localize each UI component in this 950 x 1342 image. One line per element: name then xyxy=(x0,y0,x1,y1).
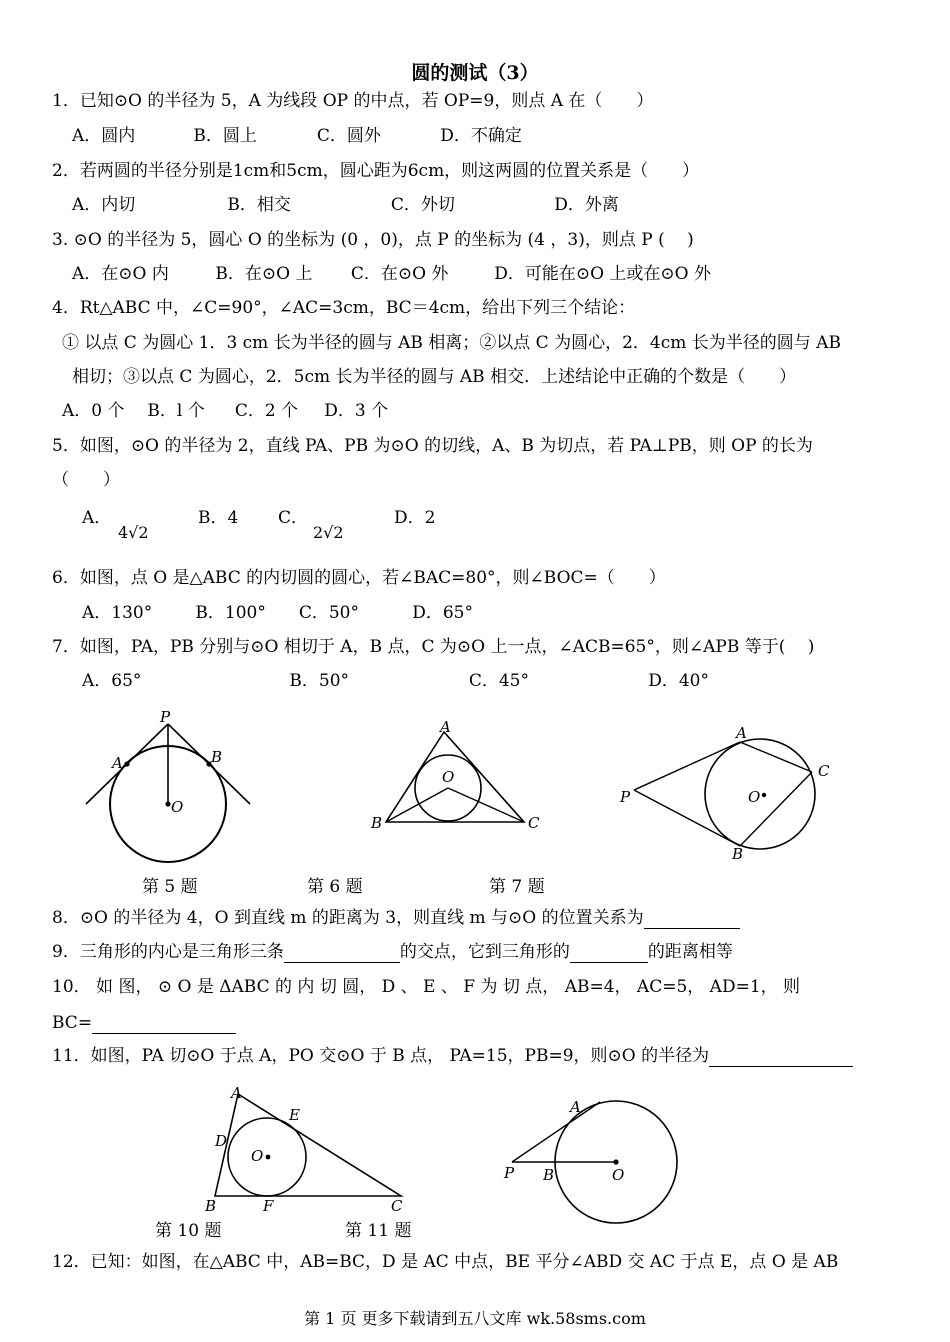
caption-q10: 第 10 题 xyxy=(155,1221,222,1241)
f10-label-f: F xyxy=(263,1197,274,1215)
q4-option-a: A．0 个 xyxy=(62,401,125,421)
q5-sqrt-c: 2√2 xyxy=(313,523,344,542)
f7-pa-tangent xyxy=(634,742,740,790)
f11-label-o: O xyxy=(612,1166,625,1184)
q4-option-b: B．l 个 xyxy=(147,401,205,421)
q6-option-d: D．65° xyxy=(412,603,473,623)
q10-line2 xyxy=(52,1012,236,1034)
f10-label-e: E xyxy=(289,1106,300,1124)
f11-center-dot xyxy=(613,1159,618,1164)
q5-paren: （ ） xyxy=(52,470,120,490)
q3-stem: 3. ⊙O 的半径为 5，圆心 O 的坐标为 (0 ，0)，点 P 的坐标为 (4 ，3)，则点 P ( ) xyxy=(52,230,694,250)
caption-q11: 第 11 题 xyxy=(345,1221,412,1241)
q7-option-a: A．65° xyxy=(82,671,142,691)
figure-q10 xyxy=(205,1080,415,1220)
page-footer: 第 1 页 更多下载请到五八文库 wk.58sms.com xyxy=(304,1309,646,1328)
q7-option-c: C．45° xyxy=(468,671,529,691)
q4-stem: 4．Rt△ABC 中，∠C=90°，∠AC=3cm，BC＝4cm，给出下列三个结论： xyxy=(52,298,636,318)
f5-label-a: A xyxy=(112,754,123,772)
q6-options xyxy=(82,602,473,624)
q2-stem: 2．若两圆的半径分别是1cm和5cm，圆心距为6cm，则这两圆的位置关系是（ ） xyxy=(52,161,700,181)
f10-label-b: B xyxy=(205,1197,217,1215)
q12-stem: 12．已知：如图，在△ABC 中，AB=BC，D 是 AC 中点，BE 平分∠ABD 交 AC 于点 E，点 O 是 AB xyxy=(52,1252,839,1272)
q8-text: 8．⊙O 的半径为 4，O 到直线 m 的距离为 3，则直线 m 与⊙O 的位置关系为 xyxy=(52,908,644,928)
q7-option-b: B．50° xyxy=(289,671,350,691)
q1-option-b: B．圆上 xyxy=(193,126,257,146)
q2-option-a: A．内切 xyxy=(72,195,136,215)
q5-option-b: B．4 xyxy=(198,508,239,528)
f11-label-b: B xyxy=(543,1166,555,1184)
f7-pb-tangent xyxy=(634,790,740,846)
q9-text-b: 的交点，它到三角形的 xyxy=(399,942,570,962)
q3-option-c: C．在⊙O 外 xyxy=(350,264,449,284)
q4-option-c: C．2 个 xyxy=(234,401,299,421)
f6-label-c: C xyxy=(528,814,540,832)
q1-option-d: D．不确定 xyxy=(440,126,522,146)
f6-ob-line xyxy=(386,788,448,822)
q5-option-c: C． xyxy=(278,508,309,528)
f10-label-d: D xyxy=(215,1132,228,1150)
q9-blank-1[interactable] xyxy=(284,944,400,963)
f10-label-c: C xyxy=(391,1197,403,1215)
q4-options xyxy=(62,400,388,422)
q6-option-a: A．130° xyxy=(82,603,153,623)
q6-option-c: C．50° xyxy=(298,603,359,623)
figure-q11 xyxy=(500,1094,700,1226)
q10-answer-blank[interactable] xyxy=(92,1015,236,1034)
f5-label-o: O xyxy=(171,798,184,816)
q9-text-c: 的距离相等 xyxy=(647,942,733,962)
f6-oc-line xyxy=(448,788,524,822)
q5-stem: 5．如图，⊙O 的半径为 2，直线 PA、PB 为⊙O 的切线，A、B 为切点，若 PA⊥PB，则 OP 的长为 xyxy=(52,436,813,456)
f10-triangle xyxy=(215,1094,401,1196)
figure-q5 xyxy=(80,700,280,870)
q6-stem: 6．如图，点 O 是△ABC 的内切圆的圆心，若∠BAC=80°，则∠BOC=（ ） xyxy=(52,568,666,588)
q2-options xyxy=(72,194,619,216)
q4-line2: ① 以点 C 为圆心 1．3 cm 长为半径的圆与 AB 相离；②以点 C 为圆心，2．4cm 长为半径的圆与 AB xyxy=(62,333,841,353)
q5-sqrt-a: 4√2 xyxy=(118,523,149,542)
q2-option-d: D．外离 xyxy=(554,195,619,215)
f7-label-a: A xyxy=(736,724,747,742)
f10-label-a: A xyxy=(231,1084,242,1102)
q3-option-b: B．在⊙O 上 xyxy=(215,264,313,284)
f7-cb-chord xyxy=(740,772,812,846)
q5-option-a: A． xyxy=(82,508,112,528)
f6-label-a: A xyxy=(440,718,451,736)
caption-q6: 第 6 题 xyxy=(307,877,363,897)
q3-options xyxy=(72,263,711,285)
f7-label-p: P xyxy=(620,788,631,806)
q11-stem xyxy=(52,1045,853,1067)
q4-line3: 相切；③以点 C 为圆心，2．5cm 长为半径的圆与 AB 相交．上述结论中正确的个数是（ ） xyxy=(72,367,797,387)
f7-label-o: O xyxy=(748,788,761,806)
q5-option-d: D．2 xyxy=(394,508,436,528)
q8-answer-blank[interactable] xyxy=(644,910,740,929)
q1-options xyxy=(72,125,522,147)
f10-label-o: O xyxy=(251,1147,264,1165)
f6-label-b: B xyxy=(371,814,383,832)
q3-option-a: A．在⊙O 内 xyxy=(72,264,169,284)
f6-triangle xyxy=(386,732,524,822)
q10-line1: 10． 如 图， ⊙ O 是 ΔABC 的 内 切 圆， D 、 E 、 F 为 切 点， AB=4， AC=5， AD=1， 则 xyxy=(52,977,801,997)
figure-q7 xyxy=(612,722,844,868)
q3-option-d: D．可能在⊙O 上或在⊙O 外 xyxy=(494,264,712,284)
q7-stem: 7．如图，PA，PB 分别与⊙O 相切于 A，B 点，C 为⊙O 上一点，∠ACB=65°，则∠APB 等于( ) xyxy=(52,637,815,657)
caption-q5: 第 5 题 xyxy=(142,877,198,897)
f10-center-dot xyxy=(266,1155,271,1160)
f6-label-o: O xyxy=(442,768,455,786)
q9-text-a: 9．三角形的内心是三角形三条 xyxy=(52,942,284,962)
f11-label-p: P xyxy=(504,1164,515,1182)
q9-blank-2[interactable] xyxy=(570,944,648,963)
q11-text: 11．如图，PA 切⊙O 于点 A，PO 交⊙O 于 B 点， PA=15，PB=9，则⊙O 的半径为 xyxy=(52,1046,710,1066)
f5-label-b: B xyxy=(211,748,223,766)
q4-option-d: D．3 个 xyxy=(324,401,389,421)
q7-option-d: D．40° xyxy=(648,671,709,691)
caption-q7: 第 7 题 xyxy=(489,877,545,897)
q8-stem xyxy=(52,907,740,929)
f7-label-b: B xyxy=(732,845,744,863)
q2-option-c: C．外切 xyxy=(390,195,455,215)
q10-bc-label: BC= xyxy=(52,1013,93,1033)
f7-label-c: C xyxy=(818,762,830,780)
f7-center-dot xyxy=(762,793,766,797)
page-title: 圆的测试（3） xyxy=(411,62,539,84)
q1-option-c: C．圆外 xyxy=(316,126,381,146)
q6-option-b: B．100° xyxy=(195,603,266,623)
q9-stem xyxy=(52,941,733,963)
q11-answer-blank[interactable] xyxy=(709,1048,853,1067)
f5-label-p: P xyxy=(160,708,171,726)
q7-options xyxy=(82,670,709,692)
f5-center-dot xyxy=(165,801,170,806)
f5-point-a xyxy=(124,761,129,766)
q1-stem: 1．已知⊙O 的半径为 5，A 为线段 OP 的中点，若 OP=9，则点 A 在（ ） xyxy=(52,91,654,111)
q2-option-b: B．相交 xyxy=(227,195,291,215)
q1-option-a: A．圆内 xyxy=(72,126,136,146)
figure-q6 xyxy=(368,718,548,840)
f11-label-a: A xyxy=(570,1098,581,1116)
